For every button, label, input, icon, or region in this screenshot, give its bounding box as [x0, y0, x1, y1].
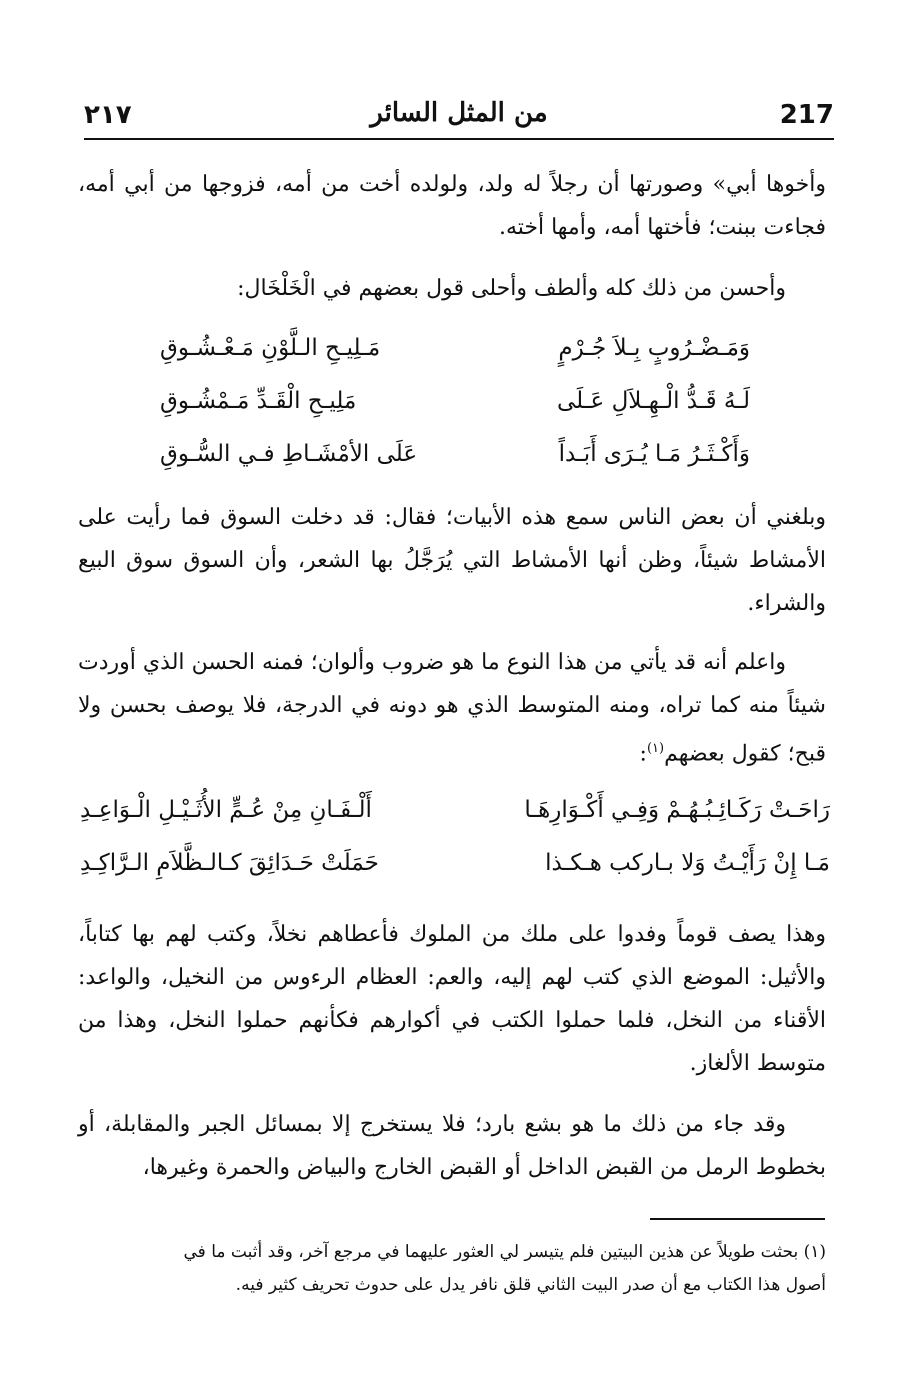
verse-line — [160, 375, 750, 428]
verse-first-hemistich: لَـهُ قَـدُّ الْـهِـلاَلِ عَـلَى — [557, 388, 750, 414]
verse-first-hemistich: مَـا إِنْ رَأَيْـتُ وَلا بـاركب هـكـذا — [545, 850, 830, 876]
verse-second-hemistich: مَلِيـحِ الْقَـدِّ مَـمْشُـوقِ — [160, 388, 357, 414]
paragraph-4 — [78, 641, 826, 775]
paragraph-3 — [78, 496, 826, 625]
paragraph-text: وأخوها أبي» وصورتها أن رجلاً له ولد، ولولده أخت من أمه، فزوجها من أبي أمه، فجاءت ببنت؛ فأختها أمه، وأمها أخته. — [78, 172, 826, 240]
paragraph-text — [78, 641, 826, 775]
footnote-separator — [650, 1218, 825, 1220]
verse-line — [160, 428, 750, 481]
page-header — [84, 92, 834, 140]
verse-second-hemistich: عَلَى الأمْشَـاطِ فـي السُّـوقِ — [160, 441, 418, 467]
paragraph-body: واعلم أنه قد يأتي من هذا النوع ما هو ضروب وألوان؛ فمنه الحسن الذي أوردت شيئاً منه كما تراه، ومنه المتوسط الذي هو دونه في الدرجة، فلا يوصف بحسن ولا قبح؛ كقول بعضهم — [78, 650, 826, 767]
paragraph-text: وهذا يصف قوماً وفدوا على ملك من الملوك فأعطاهم نخلاً، وكتب لهم بها كتاباً، والأثيل: الموضع الذي كتب لهم إليه، والعم: العظام الرءوس من النخيل، والواعد: الأقناء من النخل، فلما حملوا الكتب في أكوارهم فكأنهم حملوا النخل، وهذا من متوسط الألغاز. — [78, 922, 826, 1076]
paragraph-text: وقد جاء من ذلك ما هو بشع بارد؛ فلا يستخرج إلا بمسائل الجبر والمقابلة، أو بخطوط الرمل من القبض الداخل أو القبض الخارج والبياض والحمرة وغيرها، — [78, 1112, 826, 1180]
paragraph-text: وأحسن من ذلك كله وألطف وأحلى قول بعضهم في الْخَلْخَال: — [237, 276, 786, 301]
verse-second-hemistich: مَـلِيـحِ الـلَّوْنِ مَـعْـشُـوقِ — [160, 335, 381, 361]
footnote-marker: (١) — [646, 741, 665, 756]
verse-line — [80, 837, 830, 890]
paragraph-5 — [78, 913, 826, 1085]
paragraph-text: وبلغني أن بعض الناس سمع هذه الأبيات؛ فقال: قد دخلت السوق فما رأيت على الأمشاط شيئاً، وظن أنها الأمشاط التي يُرَجَّلُ بها الشعر، وأن السوق سوق البيع والشراء. — [78, 505, 826, 616]
paragraph-colon: : — [639, 741, 647, 767]
footnote — [78, 1236, 826, 1302]
verse-riddle — [80, 784, 830, 890]
footnote-line: أصول هذا الكتاب مع أن صدر البيت الثاني قلق نافر يدل على حدوث تحريف كثير فيه. — [235, 1275, 826, 1295]
paragraph-2 — [78, 267, 826, 310]
verse-second-hemistich: حَمَلَتْ حَـدَائِقَ كـالـظَّلاَمِ الـرَّاكِـدِ — [80, 850, 379, 876]
verse-first-hemistich: وَأَكْـثَـرُ مَـا يُـرَى أَبَـداً — [558, 441, 750, 467]
verse-second-hemistich: أَلْـفَـانِ مِنْ عُـمٍّ الأُثَـيْـلِ الْـوَاعِـدِ — [80, 797, 372, 823]
footnote-line: (١) بحثت طويلاً عن هذين البيتين فلم يتيسر لي العثور عليهما في مرجع آخر، وقد أثبت ما في — [183, 1242, 826, 1262]
verse-line — [80, 784, 830, 837]
paragraph-6 — [78, 1103, 826, 1189]
page-number-arabic: ٢١٧ — [84, 100, 132, 130]
paragraph-1 — [78, 163, 826, 249]
page-number-latin: 217 — [779, 100, 834, 130]
verse-line — [160, 322, 750, 375]
running-title: من المثل السائر — [370, 98, 548, 128]
verse-khalkhal — [160, 322, 750, 481]
verse-first-hemistich: رَاحَـتْ رَكَـائِـبُـهُـمْ وَفِـي أَكْـوَارِهَـا — [524, 797, 830, 823]
verse-first-hemistich: وَمَـضْـرُوبٍ بِـلاَ جُـرْمٍ — [558, 335, 750, 361]
